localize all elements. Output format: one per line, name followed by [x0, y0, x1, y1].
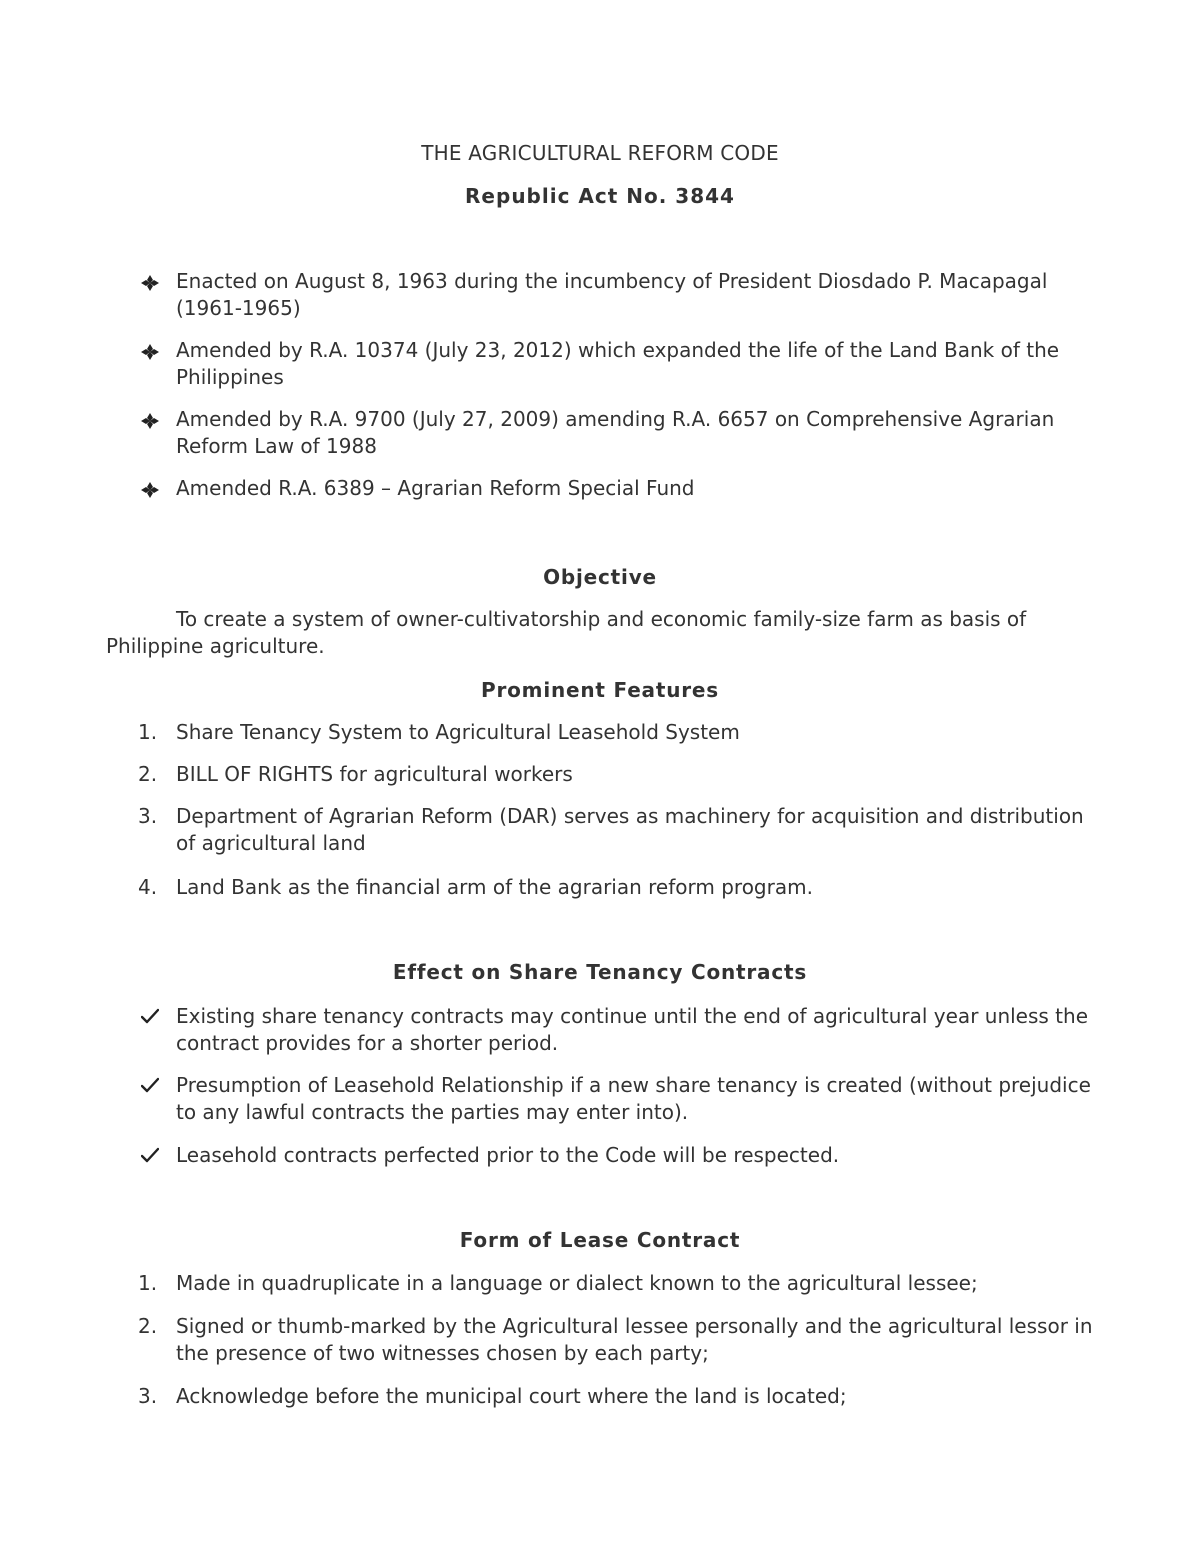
- list-item: [0, 1383, 1200, 1423]
- list-item: [0, 268, 1200, 337]
- effect-heading: Effect on Share Tenancy Contracts: [392, 960, 808, 984]
- list-text: Signed or thumb-marked by the Agricultural lessee personally and the agricultural lessor in the presence of two witnesses chosen by each party;: [176, 1314, 1093, 1365]
- bullet-text: Amended by R.A. 10374 (July 23, 2012) which expanded the life of the Land Bank of the Philippines: [176, 338, 1060, 389]
- diamond-bullet-icon: [141, 482, 159, 498]
- list-number: 3.: [138, 804, 158, 828]
- checkmark-icon: [141, 1077, 159, 1093]
- diamond-bullet-icon: [141, 413, 159, 429]
- diamond-bullet-icon: [141, 275, 159, 291]
- list-item: [0, 1142, 1200, 1182]
- list-text: Department of Agrarian Reform (DAR) serves as machinery for acquisition and distribution of agricultural land: [176, 804, 1084, 855]
- list-text: Presumption of Leasehold Relationship if a new share tenancy is created (without prejudice to any lawful contracts the parties may enter into).: [176, 1073, 1091, 1124]
- list-number: 3.: [138, 1384, 158, 1408]
- list-item: [0, 406, 1200, 475]
- list-number: 1.: [138, 720, 158, 744]
- intro-bullet-list: [0, 268, 1200, 515]
- list-number: 2.: [138, 762, 158, 786]
- checkmark-icon: [141, 1147, 159, 1163]
- list-number: 2.: [138, 1314, 158, 1338]
- list-text: BILL OF RIGHTS for agricultural workers: [176, 762, 573, 786]
- list-item: [0, 874, 1200, 914]
- list-item: [0, 1270, 1200, 1313]
- bullet-text: Enacted on August 8, 1963 during the incumbency of President Diosdado P. Macapagal (1961-1965): [176, 269, 1048, 320]
- list-text: Share Tenancy System to Agricultural Leasehold System: [176, 720, 740, 744]
- features-heading: Prominent Features: [481, 678, 719, 702]
- list-item: [0, 761, 1200, 803]
- list-text: Made in quadruplicate in a language or dialect known to the agricultural lessee;: [176, 1271, 978, 1295]
- list-item: [0, 1072, 1200, 1142]
- lease-form-list: [0, 1270, 1200, 1423]
- bullet-text: Amended by R.A. 9700 (July 27, 2009) amending R.A. 6657 on Comprehensive Agrarian Reform Law of 1988: [176, 407, 1055, 458]
- diamond-bullet-icon: [141, 344, 159, 360]
- list-item: [0, 803, 1200, 874]
- list-text: Acknowledge before the municipal court where the land is located;: [176, 1384, 847, 1408]
- list-number: 4.: [138, 875, 158, 899]
- list-item: [0, 475, 1200, 515]
- list-item: [0, 719, 1200, 761]
- list-text: Land Bank as the financial arm of the agrarian reform program.: [176, 875, 813, 899]
- list-item: [0, 1313, 1200, 1383]
- bullet-text: Amended R.A. 6389 – Agrarian Reform Special Fund: [176, 476, 695, 500]
- list-number: 1.: [138, 1271, 158, 1295]
- effect-list: [0, 1003, 1200, 1182]
- lease-form-heading: Form of Lease Contract: [459, 1228, 741, 1252]
- list-text: Existing share tenancy contracts may continue until the end of agricultural year unless the contract provides for a shorter period.: [176, 1004, 1089, 1055]
- objective-heading: Objective: [543, 565, 657, 589]
- objective-text: To create a system of owner-cultivatorship and economic family-size farm as basis of Philippine agriculture.: [106, 607, 1027, 658]
- list-item: [0, 337, 1200, 406]
- features-list: [0, 719, 1200, 914]
- document-title: THE AGRICULTURAL REFORM CODE: [421, 141, 779, 165]
- list-item: [0, 1003, 1200, 1072]
- list-text: Leasehold contracts perfected prior to the Code will be respected.: [176, 1143, 840, 1167]
- checkmark-icon: [141, 1008, 159, 1024]
- document-subtitle: Republic Act No. 3844: [465, 184, 735, 208]
